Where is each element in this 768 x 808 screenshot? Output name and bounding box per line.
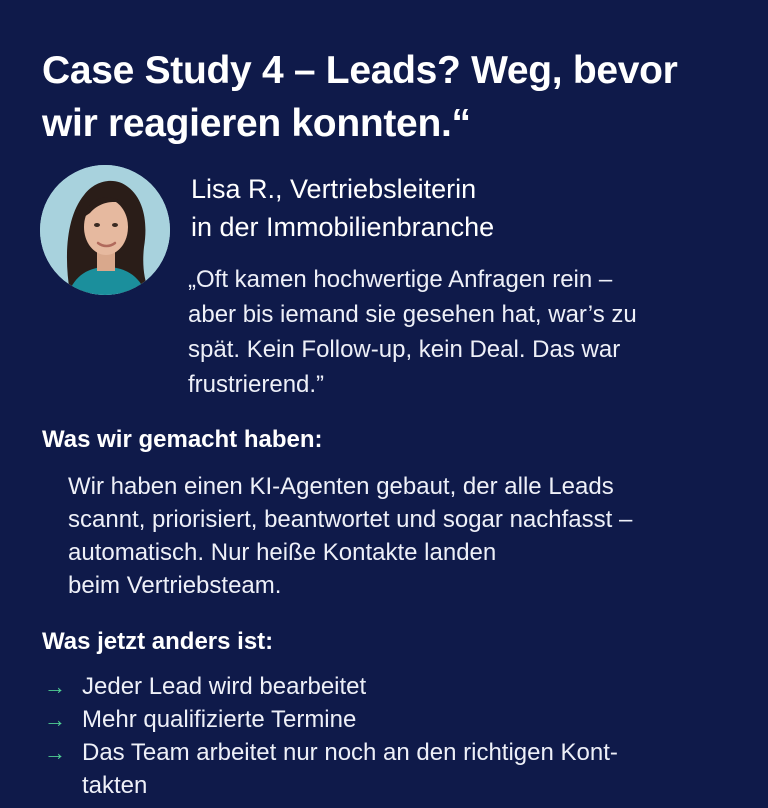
quote-line: aber bis iemand sie gesehen hat, war’s zu <box>188 301 637 328</box>
list-item-line: Jeder Lead wird bearbeitet <box>82 673 367 700</box>
list-item-text <box>82 736 618 802</box>
body-line: beim Vertriebsteam. <box>68 572 282 599</box>
person-name: Lisa R., Vertriebsleiterin <box>191 174 477 204</box>
list-item <box>44 703 744 736</box>
list-item-text <box>82 703 356 736</box>
arrow-right-icon: → <box>44 740 66 765</box>
testimonial-quote <box>188 262 748 402</box>
body-line: Wir haben einen KI-Agenten gebaut, der alle Leads <box>68 473 614 500</box>
person-info <box>191 170 494 246</box>
body-line: scannt, priorisiert, beantwortet und sogar nachfasst – <box>68 506 633 533</box>
list-item <box>44 736 744 802</box>
avatar <box>40 165 170 295</box>
list-item-line: Das Team arbeitet nur noch an den richtigen Kont- <box>82 739 618 766</box>
title-line: wir reagieren konnten.“ <box>42 102 471 145</box>
quote-line: spät. Kein Follow-up, kein Deal. Das war <box>188 336 621 363</box>
portrait-image <box>40 165 170 295</box>
list-item-line: takten <box>82 772 148 799</box>
person-role: in der Immobilienbranche <box>191 212 495 242</box>
quote-line: „Oft kamen hochwertige Anfragen rein – <box>188 266 613 293</box>
what-changed-heading: Was jetzt anders ist: <box>42 628 274 655</box>
body-line: automatisch. Nur heiße Kontakte landen <box>68 539 497 566</box>
results-list <box>44 670 744 802</box>
what-we-did-heading: Was wir gemacht haben: <box>42 426 323 453</box>
quote-line: frustrierend.” <box>188 371 325 398</box>
list-item-text <box>82 670 366 703</box>
list-item-line: Mehr qualifizierte Termine <box>82 706 357 733</box>
page-title <box>42 44 742 150</box>
title-line: Case Study 4 – Leads? Weg, bevor <box>42 49 678 92</box>
arrow-right-icon: → <box>44 707 66 732</box>
what-we-did-text <box>68 470 748 602</box>
list-item <box>44 670 744 703</box>
arrow-right-icon: → <box>44 674 66 699</box>
